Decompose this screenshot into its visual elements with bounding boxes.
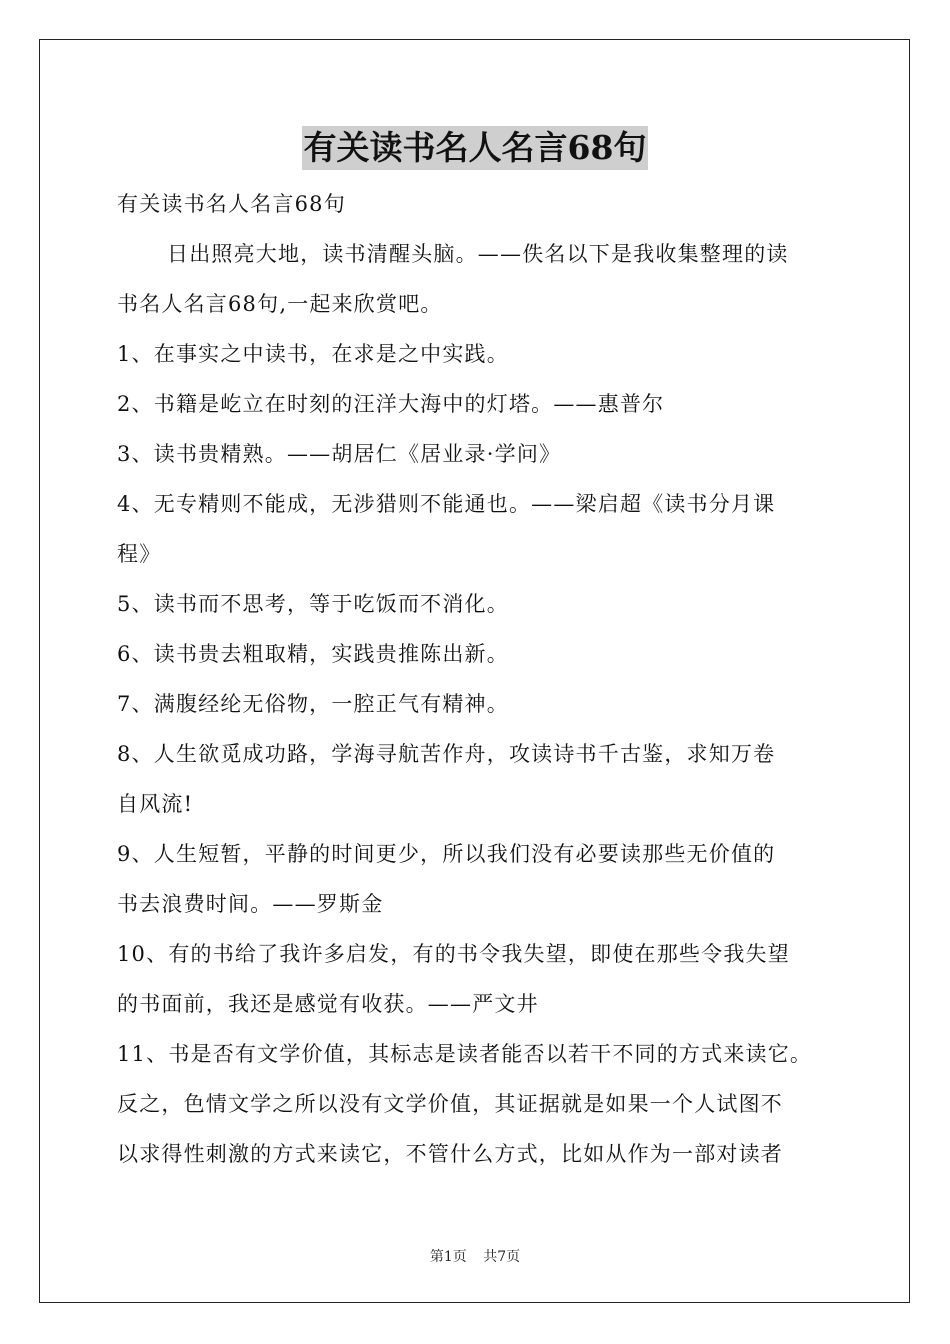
quote-line: 4、无专精则不能成，无涉猎则不能通也。——梁启超《读书分月课	[117, 492, 776, 516]
page-current: 第1页	[429, 1249, 467, 1265]
quote-line: 5、读书而不思考，等于吃饭而不消化。	[117, 592, 509, 616]
quote-line: 以求得性刺激的方式来读它，不管什么方式，比如从作为一部对读者	[117, 1142, 783, 1166]
subtitle-line: 有关读书名人名言68句	[117, 192, 346, 216]
quote-line: 1、在事实之中读书，在求是之中实践。	[117, 342, 509, 366]
quote-line: 9、人生短暂，平静的时间更少，所以我们没有必要读那些无价值的	[117, 842, 776, 866]
quote-line: 11、书是否有文学价值，其标志是读者能否以若干不同的方式来读它。	[117, 1042, 813, 1066]
quote-line: 程》	[117, 542, 162, 566]
quote-line: 7、满腹经纶无俗物，一腔正气有精神。	[117, 692, 509, 716]
quote-line: 书去浪费时间。——罗斯金	[117, 892, 384, 916]
quote-line: 2、书籍是屹立在时刻的汪洋大海中的灯塔。——惠普尔	[117, 392, 665, 416]
quote-line: 反之，色情文学之所以没有文学价值，其证据就是如果一个人试图不	[117, 1092, 783, 1116]
document-title: 有关读书名人名言68句	[302, 126, 649, 170]
page-total: 共7页	[483, 1249, 521, 1265]
body-line: 日出照亮大地，读书清醒头脑。——佚名以下是我收集整理的读	[167, 242, 789, 266]
quote-line: 10、有的书给了我许多启发，有的书令我失望，即使在那些令我失望	[117, 942, 790, 966]
body-line: 书名人名言68句,一起来欣赏吧。	[117, 292, 443, 316]
quote-line: 3、读书贵精熟。——胡居仁《居业录·学问》	[117, 442, 562, 466]
page-footer	[0, 1246, 950, 1266]
quote-line: 自风流!	[117, 792, 194, 816]
quote-line: 6、读书贵去粗取精，实践贵推陈出新。	[117, 642, 509, 666]
quote-line: 8、人生欲觅成功路，学海寻航苦作舟，攻读诗书千古鉴，求知万卷	[117, 742, 776, 766]
title-container	[0, 126, 950, 170]
quote-line: 的书面前，我还是感觉有收获。——严文井	[117, 992, 539, 1016]
document-body	[117, 179, 862, 1179]
